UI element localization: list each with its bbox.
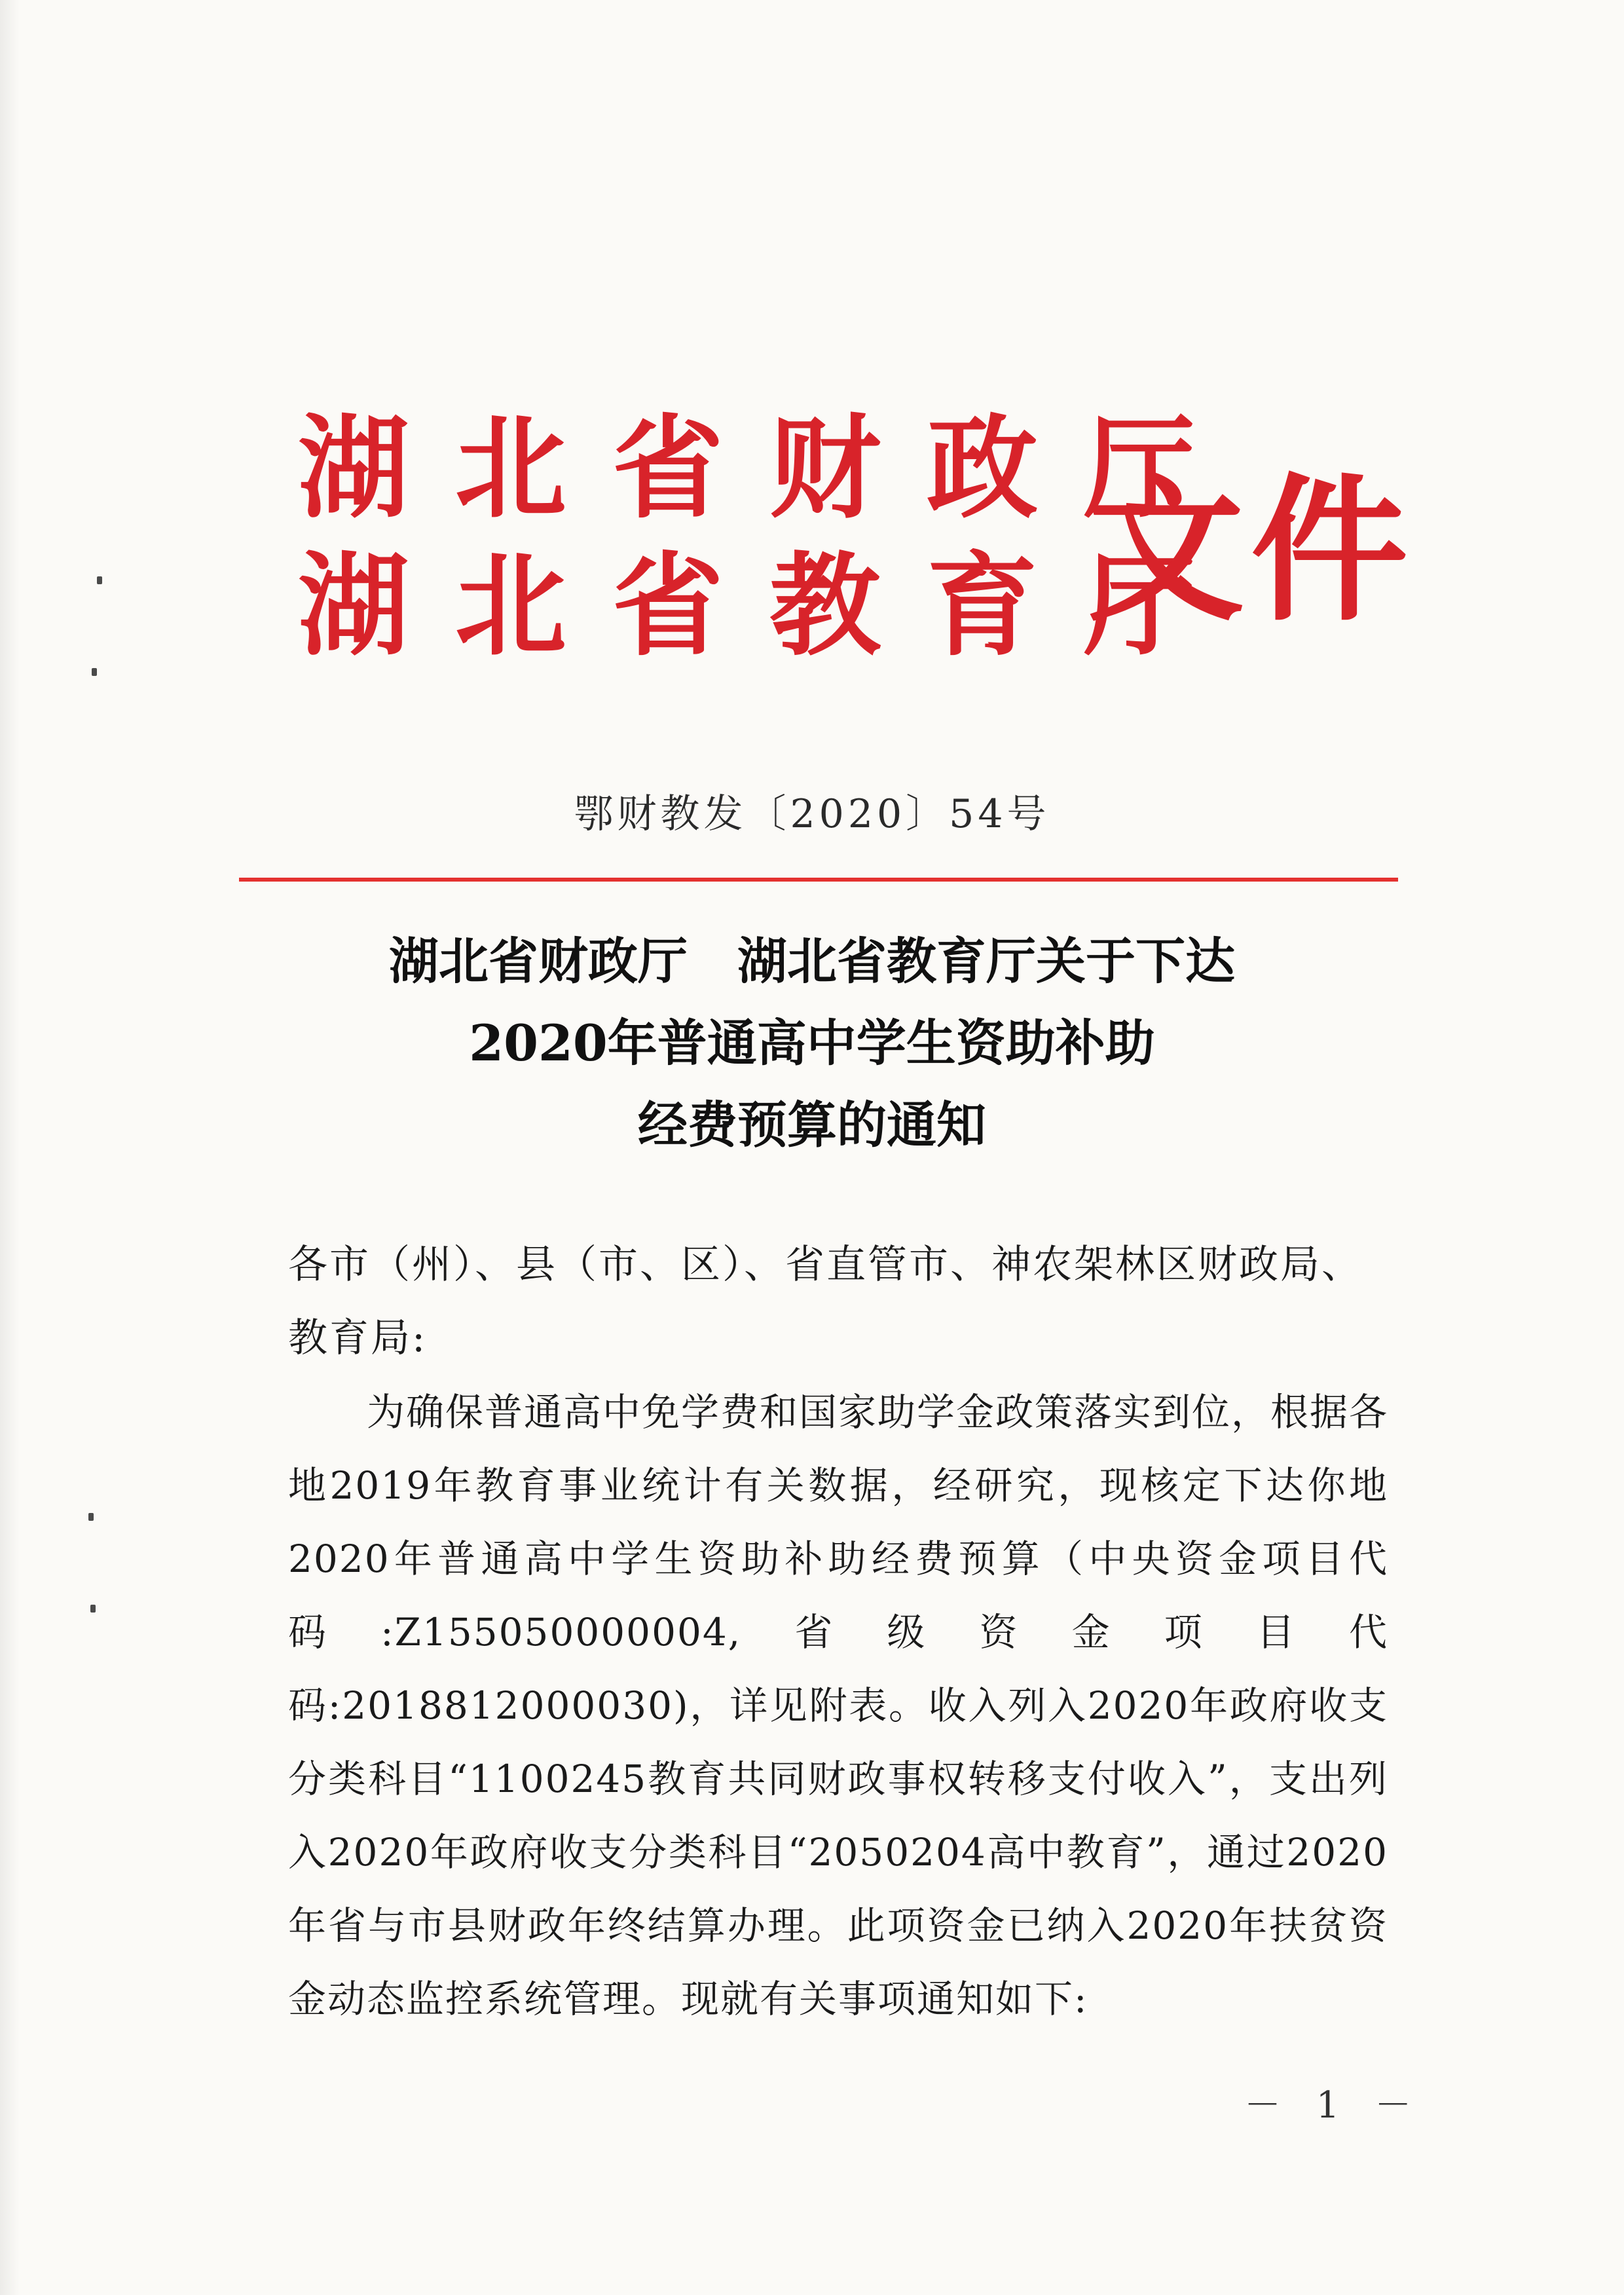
title-line-3: 经费预算的通知	[638, 1096, 986, 1154]
red-divider-line	[239, 878, 1398, 882]
title-line-1: 湖北省财政厅 湖北省教育厅关于下达	[389, 932, 1235, 990]
page-number: － 1 －	[1244, 2084, 1424, 2127]
issuer-finance-department: 湖北省财政厅	[298, 403, 1242, 534]
title-line-2: 2020年普通高中学生资助补助	[469, 1014, 1155, 1072]
document-title	[0, 920, 1624, 1166]
document-label: 文件	[1087, 458, 1415, 643]
issuer-education-department: 湖北省教育厅	[298, 540, 1242, 671]
binding-mark	[97, 576, 102, 584]
binding-mark	[92, 668, 97, 676]
binding-mark	[88, 1513, 94, 1521]
body-paragraph: 为确保普通高中免学费和国家助学金政策落实到位，根据各地2019年教育事业统计有关数据，经研究，现核定下达你地2020年普通高中学生资助补助经费预算（中央资金项目代码:Z155050000004,省级资金项目代码:2018812000030)，详见附表。收入列入2020年政府收支分类科目“1100245教育共同财政事权转移支付收入”，支出列入2020年政府收支分类科目“2050204高中教育”，通过2020年省与市县财政年终结算办理。此项资金已纳入2020年扶贫资金动态监控系统管理。现就有关事项通知如下:	[288, 1390, 1389, 2021]
salutation-recipients: 各市（州）、县（市、区）、省直管市、神农架林区财政局、教育局:	[288, 1242, 1363, 1361]
binding-mark	[90, 1605, 96, 1613]
document-number: 鄂财教发〔2020〕54号	[574, 791, 1050, 837]
